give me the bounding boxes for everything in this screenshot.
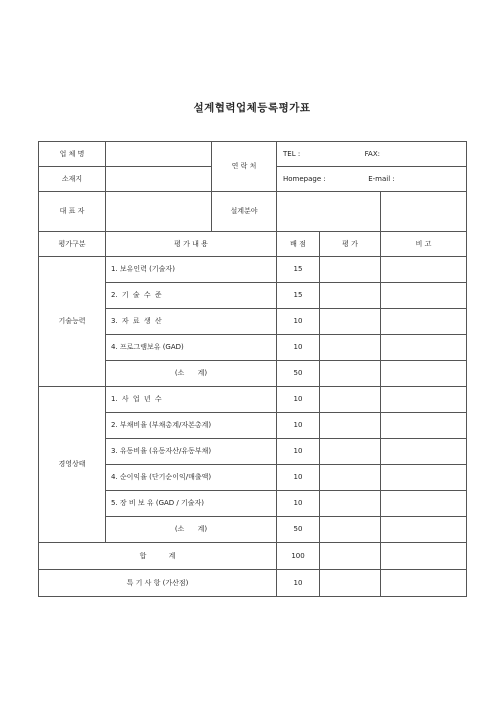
- representative-label: 대 표 자: [39, 192, 106, 232]
- item-evaluation: [320, 465, 381, 491]
- item-points: 10: [277, 413, 320, 439]
- header-evaluation: 평 가: [320, 232, 381, 257]
- item-label: 1. 보유인력 (기술자): [106, 257, 277, 283]
- item-remarks: [381, 465, 467, 491]
- item-remarks: [381, 283, 467, 309]
- special-label: 특 기 사 항 (가산점): [39, 570, 277, 597]
- total-points: 100: [277, 543, 320, 570]
- header-remarks: 비 고: [381, 232, 467, 257]
- design-field-cell-1: [277, 192, 381, 232]
- item-label: 4. 순이익율 (단기순이익/매출액): [106, 465, 277, 491]
- section-management-name: 경영상태: [39, 387, 106, 543]
- subtotal-remarks: [381, 361, 467, 387]
- item-evaluation: [320, 491, 381, 517]
- tel-fax-cell: [277, 142, 467, 167]
- company-name-cell: [106, 142, 212, 167]
- subtotal-points: 50: [277, 517, 320, 543]
- item-remarks: [381, 439, 467, 465]
- design-field-label: 설계분야: [212, 192, 277, 232]
- special-row: [39, 570, 467, 597]
- item-remarks: [381, 335, 467, 361]
- item-label: 5. 장 비 보 유 (GAD / 기술자): [106, 491, 277, 517]
- table-row: [39, 387, 467, 413]
- contact-label: 연 락 처: [212, 142, 277, 192]
- item-points: 10: [277, 387, 320, 413]
- fax-label: FAX:: [364, 149, 380, 158]
- item-evaluation: [320, 439, 381, 465]
- item-label: 4. 프로그램보유 (GAD): [106, 335, 277, 361]
- info-row-company: [39, 142, 467, 167]
- item-label: 1. 사 업 년 수: [106, 387, 277, 413]
- item-points: 10: [277, 439, 320, 465]
- item-label: 2. 기 술 수 준: [106, 283, 277, 309]
- item-evaluation: [320, 335, 381, 361]
- company-name-label: 업 체 명: [39, 142, 106, 167]
- evaluation-table: [38, 141, 467, 597]
- special-evaluation: [320, 570, 381, 597]
- item-evaluation: [320, 387, 381, 413]
- total-row: [39, 543, 467, 570]
- item-evaluation: [320, 257, 381, 283]
- header-category: 평가구분: [39, 232, 106, 257]
- item-points: 15: [277, 283, 320, 309]
- item-points: 10: [277, 465, 320, 491]
- subtotal-label: (소 계): [106, 361, 277, 387]
- item-points: 15: [277, 257, 320, 283]
- item-remarks: [381, 309, 467, 335]
- subtotal-points: 50: [277, 361, 320, 387]
- address-cell: [106, 167, 212, 192]
- item-remarks: [381, 413, 467, 439]
- header-points: 배 점: [277, 232, 320, 257]
- homepage-label: Homepage :: [283, 174, 326, 183]
- item-label: 2. 부채비율 (부채총계/자본총계): [106, 413, 277, 439]
- tel-label: TEL :: [283, 149, 301, 158]
- item-label: 3. 자 료 생 산: [106, 309, 277, 335]
- special-remarks: [381, 570, 467, 597]
- item-label: 3. 유동비율 (유동자산/유동부채): [106, 439, 277, 465]
- section-tech-name: 기술능력: [39, 257, 106, 387]
- item-evaluation: [320, 309, 381, 335]
- address-label: 소재지: [39, 167, 106, 192]
- info-row-representative: [39, 192, 467, 232]
- subtotal-label: (소 계): [106, 517, 277, 543]
- subtotal-evaluation: [320, 517, 381, 543]
- header-content: 평 가 내 용: [106, 232, 277, 257]
- subtotal-evaluation: [320, 361, 381, 387]
- design-field-cell-2: [381, 192, 467, 232]
- item-points: 10: [277, 491, 320, 517]
- representative-cell: [106, 192, 212, 232]
- homepage-email-cell: [277, 167, 467, 192]
- total-remarks: [381, 543, 467, 570]
- item-evaluation: [320, 283, 381, 309]
- email-label: E-mail :: [368, 174, 395, 183]
- item-remarks: [381, 257, 467, 283]
- total-label: 합 계: [39, 543, 277, 570]
- item-remarks: [381, 387, 467, 413]
- special-points: 10: [277, 570, 320, 597]
- header-row: [39, 232, 467, 257]
- total-evaluation: [320, 543, 381, 570]
- item-points: 10: [277, 309, 320, 335]
- table-row: [39, 257, 467, 283]
- item-evaluation: [320, 413, 381, 439]
- item-points: 10: [277, 335, 320, 361]
- item-remarks: [381, 491, 467, 517]
- page-title: 설계협력업체등록평가표: [193, 102, 311, 114]
- subtotal-remarks: [381, 517, 467, 543]
